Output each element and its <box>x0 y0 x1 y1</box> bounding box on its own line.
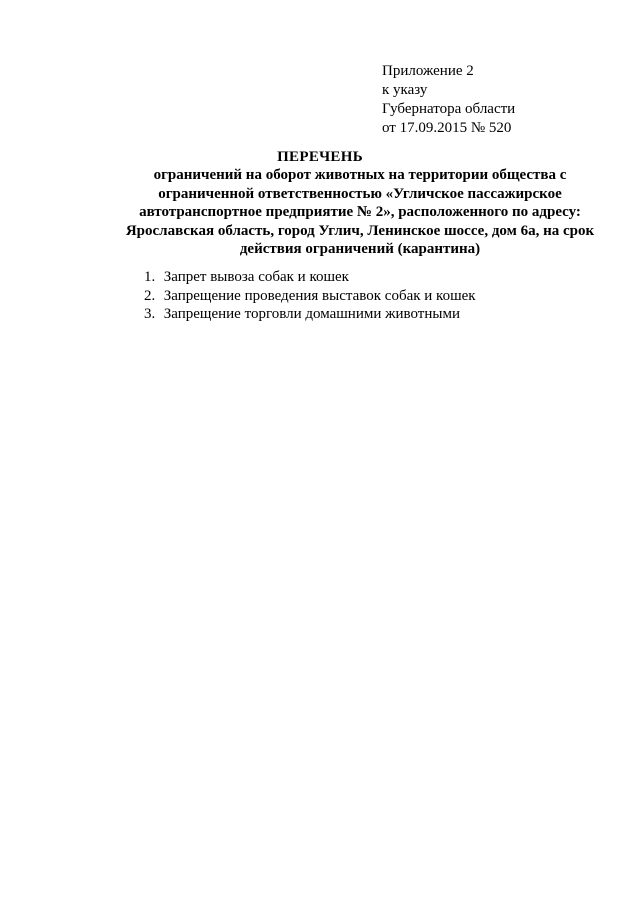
list-item-number: 2. <box>144 287 156 304</box>
appendix-line: к указу <box>382 82 428 98</box>
list-item-text: Запрещение проведения выставок собак и кошек <box>163 287 476 304</box>
list-item <box>144 268 476 287</box>
subtitle-line: ограниченной ответственностью «Угличское пассажирское <box>158 185 562 202</box>
subtitle-line: Ярославская область, город Углич, Ленинское шоссе, дом 6а, на срок <box>125 222 595 239</box>
document-title: ПЕРЕЧЕНЬ <box>277 149 363 165</box>
appendix-reference <box>382 62 515 138</box>
appendix-line: от 17.09.2015 № 520 <box>382 120 512 136</box>
list-item <box>144 287 476 306</box>
list-item-number: 1. <box>144 269 156 285</box>
list-item <box>144 305 476 324</box>
subtitle-line: автотранспортное предприятие № 2», расположенного по адресу: <box>139 204 581 220</box>
subtitle-line: ограничений на оборот животных на территории общества с <box>153 167 567 183</box>
restrictions-list <box>144 268 476 324</box>
document-subtitle <box>100 166 620 259</box>
list-item-number: 3. <box>144 306 156 322</box>
list-item-text: Запрещение торговли домашними животными <box>163 306 460 322</box>
appendix-line: Приложение 2 <box>382 63 474 79</box>
subtitle-line: действия ограничений (карантина) <box>239 241 481 257</box>
list-item-text: Запрет вывоза собак и кошек <box>163 269 349 285</box>
appendix-line: Губернатора области <box>382 101 516 117</box>
